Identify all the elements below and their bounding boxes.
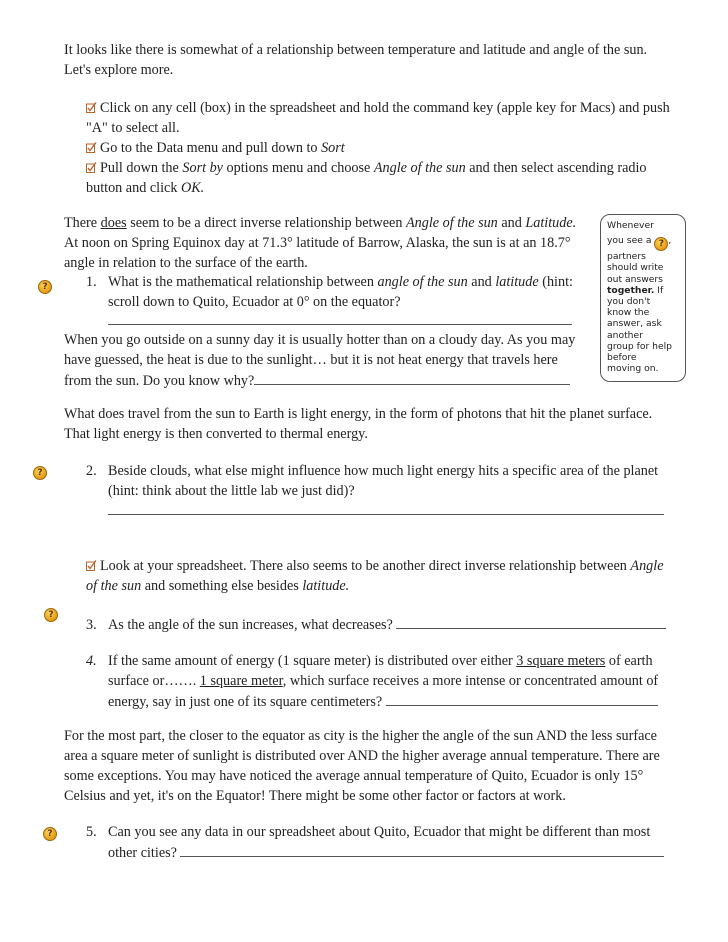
q1-answer-line[interactable] [108, 310, 572, 325]
text: from the sun. Do you know why? [64, 373, 255, 389]
step-1 [86, 98, 670, 118]
checklist-icon [86, 142, 97, 153]
q3-number: 3. [86, 617, 97, 633]
q3-answer-line[interactable] [396, 614, 666, 629]
text: , which surface receives a more intense or concentrated amount of [282, 673, 659, 689]
checklist-icon [86, 102, 97, 113]
callout-line: out answers [607, 273, 663, 285]
together-bold: together. [607, 284, 655, 296]
look-line-2 [86, 576, 664, 596]
callout-line: group for help [607, 340, 673, 352]
q4-line-3 [86, 691, 676, 712]
text: you see a [607, 235, 655, 247]
q1-number: 1. [86, 274, 97, 290]
checklist-icon [86, 560, 97, 571]
step-3 [86, 158, 670, 178]
callout-line: you don't [607, 296, 651, 308]
question-4 [86, 651, 676, 712]
callout-line [607, 235, 679, 251]
callout-line: partners [607, 251, 646, 263]
partner-callout [600, 214, 686, 382]
q2-line-2: (hint: think about the little lab we just did)? [108, 483, 355, 499]
latitude-italic: Latitude. [525, 215, 577, 231]
text: seem to be a direct inverse relationship between [126, 215, 406, 231]
step-3-sortby: Sort by [182, 160, 223, 176]
text: and something else besides [141, 578, 303, 594]
equator-line-1: For the most part, the closer to the equator as city is the higher the angle of the sun AND the less surface [64, 728, 657, 744]
question-1 [86, 272, 586, 312]
step-1-line-1: Click on any cell (box) in the spreadsheet and hold the command key (apple key for Macs) and push [100, 100, 670, 116]
sunny-answer-line[interactable] [254, 370, 570, 385]
step-3-line-2 [86, 178, 670, 198]
text: What is the mathematical relationship between [108, 274, 378, 290]
question-icon: ? [43, 827, 57, 841]
callout-line: before [607, 352, 637, 364]
text: other cities? [108, 845, 177, 861]
callout-line: should write [607, 262, 664, 274]
question-icon: ? [38, 280, 52, 294]
equator-line-2: area a square meter of sunlight is distributed over AND the higher average annual temperature. There are [64, 748, 660, 764]
sunny-line-3 [64, 370, 594, 391]
light-paragraph [64, 404, 652, 444]
step-2 [86, 138, 670, 158]
look-line-1 [86, 556, 664, 576]
equator-line-4: Celsius and yet, it's on the Equator! There might be some other factor or factors at work. [64, 788, 566, 804]
inverse-line-1 [64, 213, 584, 233]
inverse-paragraph [64, 213, 584, 273]
text: Beside clouds, what else might influence how much light energy hits a specific area of the planet [108, 463, 659, 479]
text: There [64, 215, 101, 231]
q4-answer-line[interactable] [386, 691, 658, 706]
angle-italic: Angle of the sun [405, 215, 498, 231]
intro-line-2: Let's explore more. [64, 62, 174, 78]
q1-line-1 [86, 272, 586, 292]
sunny-line-1: When you go outside on a sunny day it is usually hotter than on a cloudy day. As you may [64, 332, 576, 348]
text: Can you see any data in our spreadsheet about Quito, Ecuador that might be different than most [108, 824, 651, 840]
intro-line-1: It looks like there is somewhat of a relationship between temperature and latitude and angle of the sun. [64, 42, 648, 58]
step-3-text-c: options menu and choose [222, 160, 374, 176]
light-line-2: That light energy is then converted to thermal energy. [64, 426, 368, 442]
step-3-text-e: and then select ascending radio [465, 160, 647, 176]
text: , [668, 235, 672, 247]
text: As the angle of the sun increases, what decreases? [108, 617, 393, 633]
q2-line-1 [86, 461, 658, 481]
equator-line-3: some exceptions. You may have noticed the average annual temperature of Quito, Ecuador is only 15° [64, 768, 644, 784]
text: and [467, 274, 496, 290]
sunny-paragraph [64, 330, 594, 391]
sunny-line-2: have guessed, the heat is due to the sunlight… but it is not heat energy that travels here [64, 352, 558, 368]
step-2-text: Go to the Data menu and pull down to [100, 140, 322, 156]
text: (hint: [538, 274, 573, 290]
step-2-sort: Sort [321, 140, 345, 156]
look-step [86, 556, 664, 596]
underlined: 3 square meters [516, 653, 606, 669]
text: If the same amount of energy (1 square meter) is distributed over either [108, 653, 517, 669]
q5-answer-line[interactable] [180, 842, 664, 857]
text: Look at your spreadsheet. There also seems to be another direct inverse relationship between [100, 558, 631, 574]
q3-line [86, 614, 676, 635]
q5-line-1 [86, 822, 676, 842]
question-2 [86, 461, 658, 501]
intro-paragraph [64, 40, 647, 80]
step-3-text-a: Pull down the [100, 160, 183, 176]
q4-number: 4. [86, 653, 97, 669]
italic: latitude. [302, 578, 350, 594]
italic: of the sun [86, 578, 142, 594]
callout-line: Whenever [607, 220, 654, 231]
text: and [497, 215, 526, 231]
text: surface or……. [108, 673, 200, 689]
q5-number: 5. [86, 824, 97, 840]
callout-line: another [607, 329, 643, 341]
inverse-line-2: At noon on Spring Equinox day at 71.3° latitude of Barrow, Alaska, the sun is at an 18.7° [64, 235, 571, 251]
step-3-angle: Angle of the sun [373, 160, 466, 176]
q2-answer-line[interactable] [108, 500, 664, 515]
callout-line: answer, ask [607, 318, 662, 330]
equator-paragraph [64, 726, 660, 806]
q2-number: 2. [86, 463, 97, 479]
inverse-line-3: angle in relation to the surface of the earth. [64, 255, 308, 271]
question-icon: ? [654, 237, 668, 251]
underlined: 1 square meter [199, 673, 283, 689]
q5-line-2 [86, 842, 676, 863]
q4-line-1 [86, 651, 676, 671]
text: energy, say in just one of its square centimeters? [108, 694, 383, 710]
q4-line-2 [86, 671, 676, 691]
light-line-1: What does travel from the sun to Earth is light energy, in the form of photons that hit the planet surface. [64, 406, 653, 422]
question-3 [86, 614, 676, 635]
step-3-ok: OK. [180, 180, 205, 196]
italic: angle of the sun [377, 274, 468, 290]
text: of earth [605, 653, 653, 669]
step-1-line-2: "A" to select all. [86, 120, 180, 136]
italic: Angle [630, 558, 664, 574]
steps-list [86, 98, 670, 198]
callout-line: moving on. [607, 363, 659, 375]
question-5 [86, 822, 676, 863]
checklist-icon [86, 162, 97, 173]
step-3-text-f: button and click [86, 180, 181, 196]
does-underlined: does [100, 215, 127, 231]
callout-line: know the [607, 307, 650, 319]
italic: latitude [495, 274, 539, 290]
text: If [654, 284, 664, 296]
q1-line-2: scroll down to Quito, Ecuador at 0° on the equator? [108, 294, 401, 310]
question-icon: ? [44, 608, 58, 622]
question-icon: ? [33, 466, 47, 480]
callout-line [607, 285, 679, 296]
